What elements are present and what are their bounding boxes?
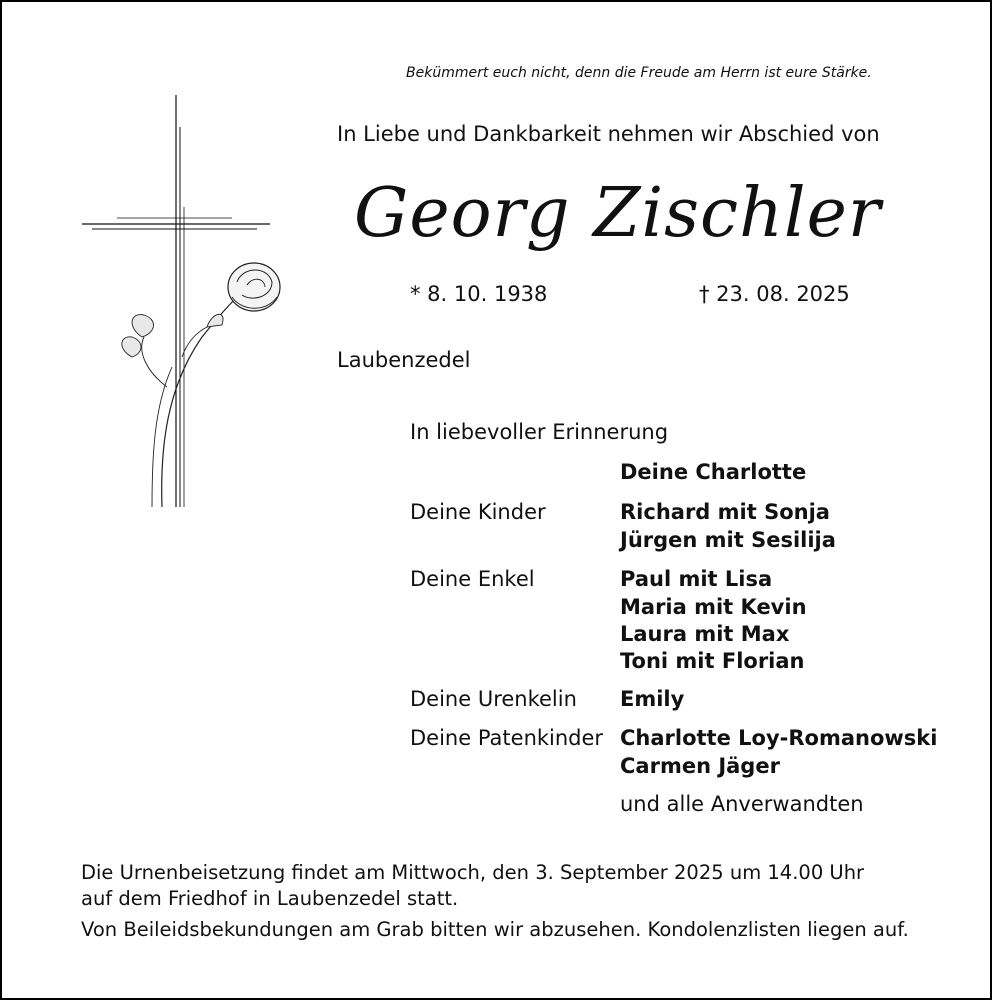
birth-date: * 8. 10. 1938 [410, 282, 548, 306]
funeral-info-line: Die Urnenbeisetzung findet am Mittwoch, den 3. September 2025 um 14.00 Uhr [81, 861, 865, 884]
cross-rose-illustration [72, 87, 282, 512]
death-date: † 23. 08. 2025 [699, 282, 850, 306]
place-name: Laubenzedel [337, 348, 471, 372]
grandchild-name: Laura mit Max [620, 622, 790, 646]
spouse-name: Deine Charlotte [620, 460, 807, 484]
remembrance-line: In liebevoller Erinnerung [410, 420, 669, 444]
children-label: Deine Kinder [410, 500, 546, 524]
grandchildren-label: Deine Enkel [410, 567, 535, 591]
grandchild-name: Paul mit Lisa [620, 567, 773, 591]
deceased-name: Georg Zischler [354, 174, 882, 253]
godchild-name: Charlotte Loy-Romanowski [620, 726, 938, 750]
other-relatives: und alle Anverwandten [620, 792, 864, 816]
child-name: Jürgen mit Sesilija [620, 528, 836, 552]
rose-icon [122, 263, 280, 507]
greatgrandchild-label: Deine Urenkelin [410, 687, 577, 711]
grandchild-name: Toni mit Florian [620, 649, 805, 673]
funeral-info-line: auf dem Friedhof in Laubenzedel statt. [81, 887, 459, 910]
child-name: Richard mit Sonja [620, 500, 830, 524]
godchild-name: Carmen Jäger [620, 754, 780, 778]
condolence-note: Von Beileidsbekundungen am Grab bitten wir abzusehen. Kondolenzlisten liegen auf. [81, 918, 909, 941]
godchildren-label: Deine Patenkinder [410, 726, 604, 750]
intro-text: In Liebe und Dankbarkeit nehmen wir Abschied von [337, 122, 880, 146]
grandchild-name: Maria mit Kevin [620, 595, 807, 619]
bible-verse: Bekümmert euch nicht, denn die Freude am Herrn ist eure Stärke. [406, 65, 872, 81]
greatgrandchild-name: Emily [620, 687, 685, 711]
